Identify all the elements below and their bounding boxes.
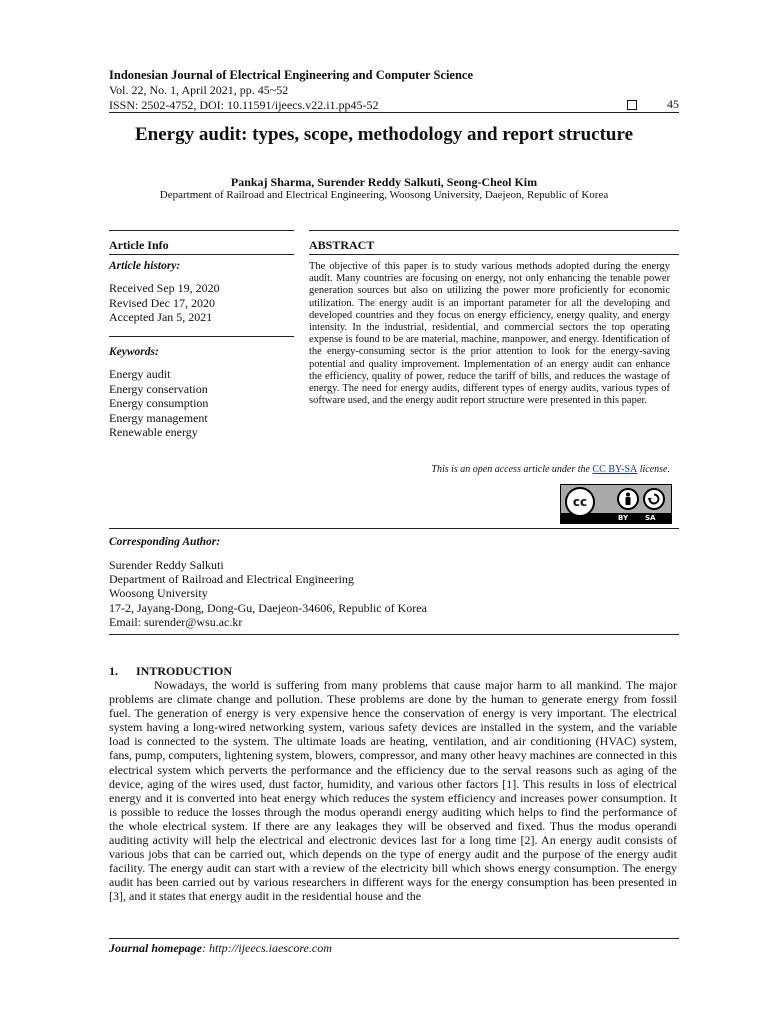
corresponding-address: 17-2, Jayang-Dong, Dong-Gu, Daejeon-34606, Republic of Korea bbox=[109, 600, 427, 615]
article-info-heading: Article Info bbox=[109, 238, 169, 252]
homepage-url[interactable]: : http://ijeecs.iaescore.com bbox=[202, 941, 332, 955]
keyword-item: Energy audit bbox=[109, 367, 171, 381]
info-top-rule bbox=[109, 230, 294, 231]
cc-by-label: BY bbox=[618, 514, 629, 522]
abstract-top-rule bbox=[309, 230, 679, 231]
keyword-item: Energy consumption bbox=[109, 396, 209, 410]
footer-rule bbox=[109, 938, 679, 939]
corresponding-label: Corresponding Author: bbox=[109, 536, 221, 548]
section-heading-introduction bbox=[109, 664, 232, 679]
keyword-item: Energy management bbox=[109, 410, 208, 425]
abstract-head-rule bbox=[309, 254, 679, 255]
journal-name: Indonesian Journal of Electrical Engineering and Computer Science bbox=[109, 68, 474, 82]
author-list: Pankaj Sharma, Surender Reddy Salkuti, Seong-Cheol Kim bbox=[230, 175, 538, 189]
open-access-prefix: This is an open access article under the bbox=[431, 464, 593, 475]
corresponding-author bbox=[109, 536, 679, 629]
article-history bbox=[109, 260, 294, 325]
abstract-text: The objective of this paper is to study various methods adopted during the energy audit. Many countries are focusing on energy, not only enhancing the tenable power generation sources but also on utilizing the power more proficiently for economic utilization. The energy audit is an important parameter for all the developing and developed countries and they focus on energy efficiency, energy quality, and energy intensity. In the industrial, residential, and commercial sectors the top operating expense is found to be are material, machine, manpower, and energy. Identification of the energy-consuming sector is the prior attention to look for the energy-saving potential and quality improvement. Implementation of an energy audit can enhance the efficiency, quality of power, reduce the tariff of bills, and reduces the wastage of energy. The need for energy audits, different types of energy audits, various types of software used, and the energy audit report structure were presented in this paper. bbox=[309, 261, 670, 407]
cc-sa-label: SA bbox=[645, 514, 656, 522]
paper-title: Energy audit: types, scope, methodology and report structure bbox=[134, 124, 634, 145]
attribution-person-icon bbox=[617, 488, 639, 510]
issn-doi: ISSN: 2502-4752, DOI: 10.11591/ijeecs.v22.i1.pp45-52 bbox=[109, 97, 379, 112]
history-rule bbox=[109, 336, 294, 337]
corresponding-dept: Department of Railroad and Electrical Engineering bbox=[109, 572, 354, 587]
history-received: Received Sep 19, 2020 bbox=[109, 281, 220, 295]
corresponding-email: Email: surender@wsu.ac.kr bbox=[109, 614, 243, 629]
info-head-rule bbox=[109, 254, 294, 255]
history-revised: Revised Dec 17, 2020 bbox=[109, 295, 215, 310]
open-access-suffix: license. bbox=[637, 464, 670, 475]
share-alike-icon bbox=[643, 488, 665, 510]
creative-commons-icon: cc bbox=[565, 487, 595, 517]
section-number: 1. bbox=[109, 664, 118, 678]
homepage-label: Journal homepage bbox=[109, 941, 203, 955]
corresponding-bottom-rule bbox=[109, 634, 679, 635]
history-accepted: Accepted Jan 5, 2021 bbox=[109, 310, 213, 324]
abstract-heading: ABSTRACT bbox=[309, 238, 375, 252]
corresponding-name: Surender Reddy Salkuti bbox=[109, 558, 224, 572]
section-title: INTRODUCTION bbox=[136, 664, 233, 678]
keyword-item: Renewable energy bbox=[109, 425, 198, 439]
keywords-label: Keywords: bbox=[109, 346, 159, 358]
journal-footer bbox=[109, 941, 332, 956]
cc-by-sa-link[interactable]: CC BY-SA bbox=[592, 464, 638, 475]
volume-info: Vol. 22, No. 1, April 2021, pp. 45~52 bbox=[109, 83, 289, 97]
affiliation: Department of Railroad and Electrical Engineering, Woosong University, Daejeon, Republic of Korea bbox=[159, 189, 609, 201]
square-bullet-icon bbox=[627, 100, 637, 110]
open-access-notice bbox=[309, 464, 670, 475]
info-bottom-rule bbox=[109, 528, 679, 529]
keyword-item: Energy conservation bbox=[109, 381, 208, 396]
page-number: 45 bbox=[667, 97, 679, 111]
journal-header bbox=[109, 68, 679, 112]
cc-license-badge[interactable] bbox=[560, 484, 672, 524]
header-rule bbox=[109, 112, 679, 113]
introduction-text: Nowadays, the world is suffering from many problems that cause major harm to all mankind. The major problems are climate change and pollution. These problems are done by the human to generate energy from fossil fuel. The generation of energy is very expensive hence the conservation of energy is very important. The electrical system having a long-wired networking system, various safety devices are installed in the system, and the variable load is connected to the system. The ultimate loads are heating, ventilation, and air conditioning (HVAC) system, fans, pump, computers, lightening system, blowers, compressor, and many other heavy machines are connected in this electrical system which perverts the performance and the efficiency due to the serval reasons such as aging of the device, aging of the wires used, dust factor, humidity, and various other factors [1]. This results in loss of electrical energy and it is converted into heat energy which reduces the system efficiency and increases power consumption. It is possible to reduce the losses through the modus operandi energy auditing which helps to find the performance of the whole electrical system. If there are any leakages they will be observed and fixed. Thus the modus operandi auditing activity will help the electrical and electronic devices last for a long time [2]. An energy audit consists of various jobs that can be carried out, which depends on the type of energy audit and the purpose of the energy audit facility. The energy audit can start with a review of the electricity bill which shows energy consumption. The energy audit has been carried out by various researchers in different ways for the energy consumption has been presented in [3], and it states that energy audit in the residential house and the bbox=[109, 678, 677, 904]
corresponding-univ: Woosong University bbox=[109, 586, 208, 601]
keywords-block bbox=[109, 346, 294, 440]
history-label: Article history: bbox=[109, 260, 181, 272]
